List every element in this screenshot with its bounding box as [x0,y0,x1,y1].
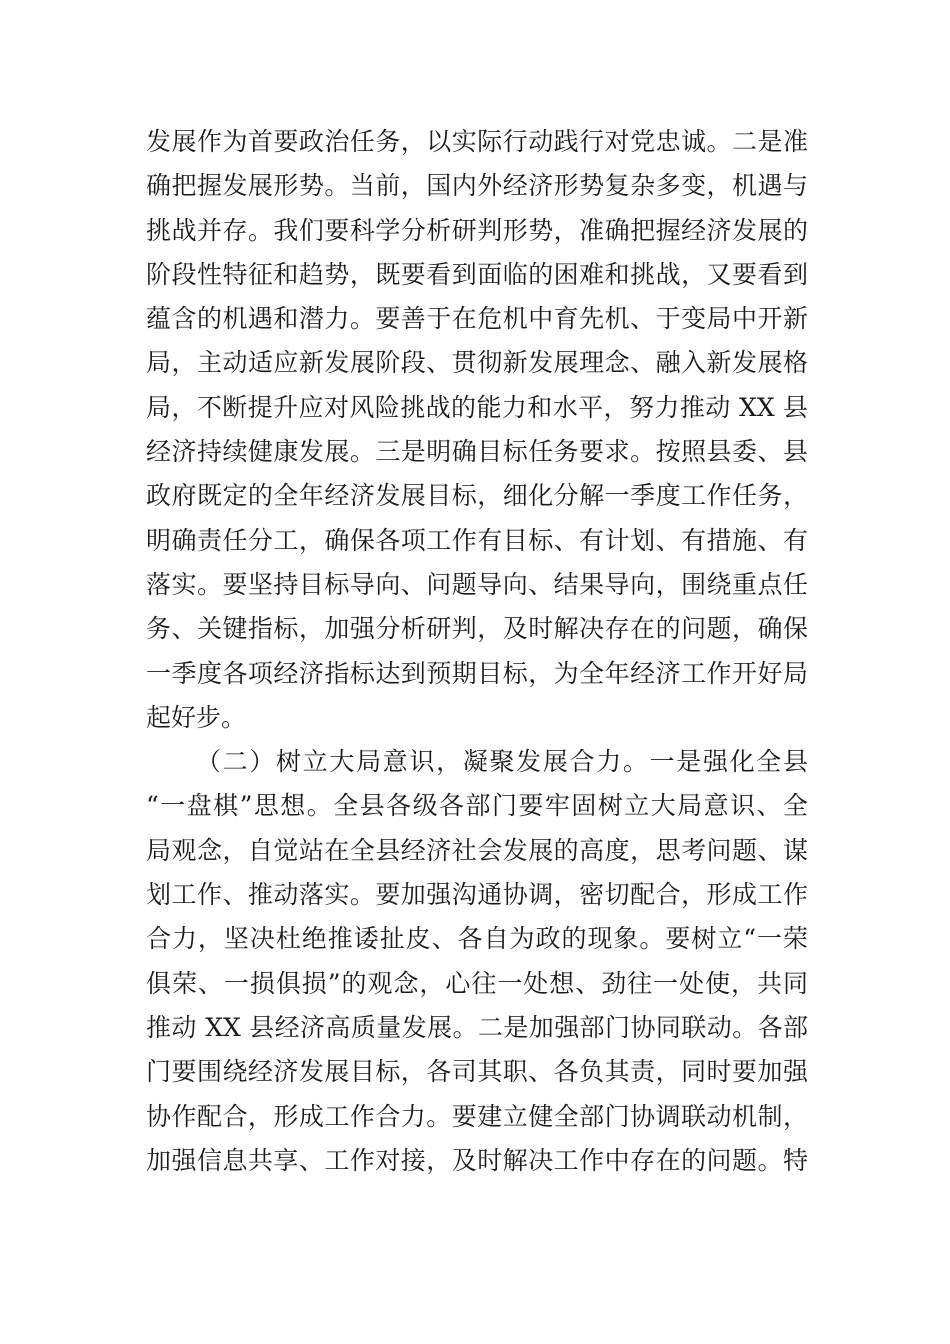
section-heading-line: （二）树立大局意识，凝聚发展合力。一是强化全县 [196,747,808,777]
paragraph-1 [146,120,808,740]
text-line: 门要围绕经济发展目标，各司其职、各负其责，同时要加强 [146,1057,808,1087]
text-line: 俱荣、一损俱损”的观念，心往一处想、劲往一处使，共同 [146,968,808,998]
text-line: 务、关键指标，加强分析研判，及时解决存在的问题，确保 [146,614,808,644]
text-line: 划工作、推动落实。要加强沟通协调，密切配合，形成工作 [146,880,808,910]
document-body [146,120,808,1183]
text-line: 明确责任分工，确保各项工作有目标、有计划、有措施、有 [146,525,808,555]
text-line: “一盘棋”思想。全县各级各部门要牢固树立大局意识、全 [146,791,808,821]
text-line: 一季度各项经济指标达到预期目标，为全年经济工作开好局 [146,658,808,688]
text-line: 确把握发展形势。当前，国内外经济形势复杂多变，机遇与 [146,171,808,201]
text-line: 加强信息共享、工作对接，及时解决工作中存在的问题。特 [146,1145,808,1175]
text-line: 合力，坚决杜绝推诿扯皮、各自为政的现象。要树立“一荣 [146,924,808,954]
text-line: 政府既定的全年经济发展目标，细化分解一季度工作任务， [146,481,808,511]
text-line: 协作配合，形成工作合力。要建立健全部门协调联动机制， [146,1101,808,1131]
text-line: 推动 XX 县经济高质量发展。二是加强部门协同联动。各部 [146,1012,808,1042]
text-line: 经济持续健康发展。三是明确目标任务要求。按照县委、县 [146,437,808,467]
text-line: 起好步。 [146,702,247,732]
text-line: 阶段性特征和趋势，既要看到面临的困难和挑战，又要看到 [146,259,808,289]
text-line: 挑战并存。我们要科学分析研判形势，准确把握经济发展的 [146,215,808,245]
text-line: 落实。要坚持目标导向、问题导向、结果导向，围绕重点任 [146,569,808,599]
text-line: 局，不断提升应对风险挑战的能力和水平，努力推动 XX 县 [146,392,808,422]
paragraph-2 [146,740,808,1183]
text-line: 发展作为首要政治任务，以实际行动践行对党忠诚。二是准 [146,127,808,156]
text-line: 局观念，自觉站在全县经济社会发展的高度，思考问题、谋 [146,835,808,865]
text-line: 蕴含的机遇和潜力。要善于在危机中育先机、于变局中开新 [146,304,808,334]
text-line: 局，主动适应新发展阶段、贯彻新发展理念、融入新发展格 [146,348,808,378]
